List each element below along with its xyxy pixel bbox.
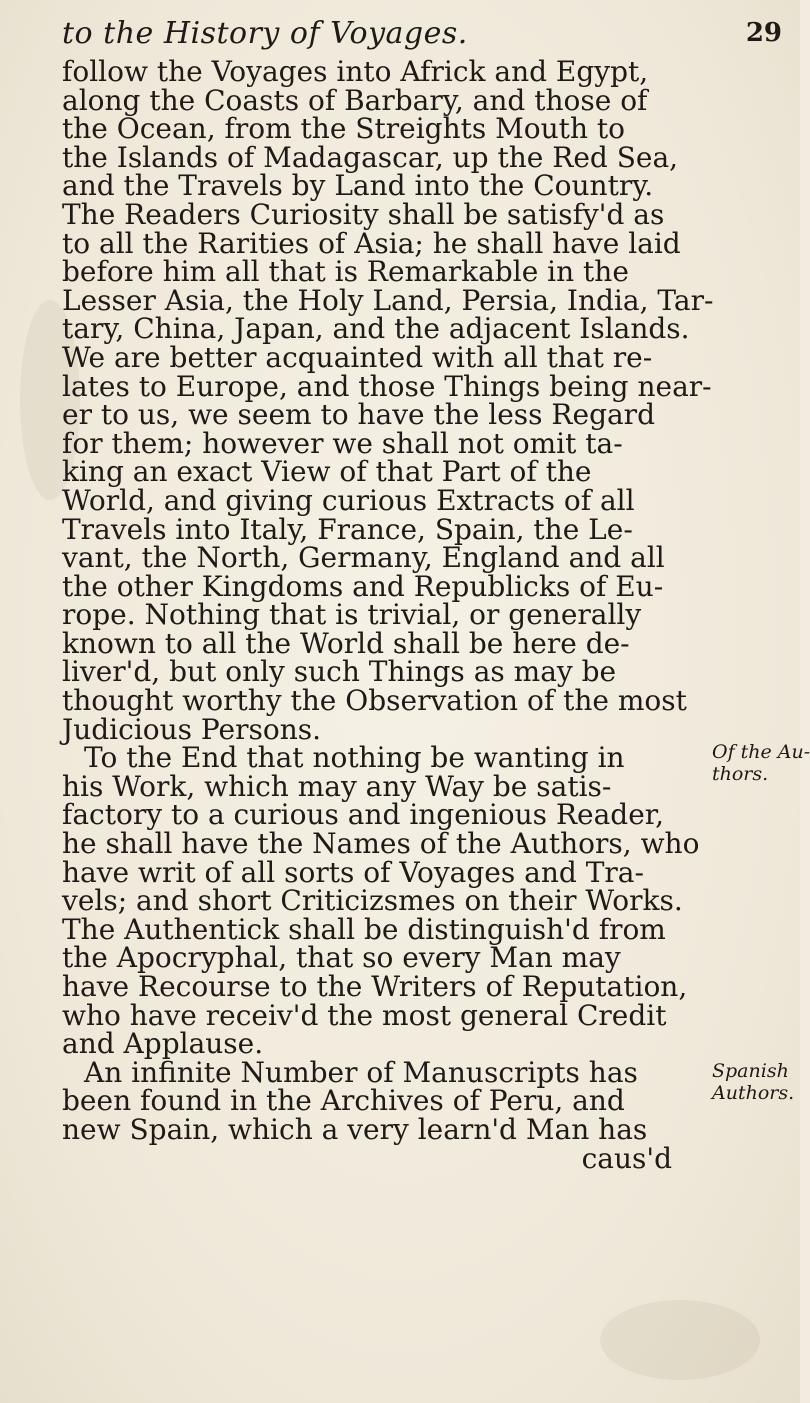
text-line: the other Kingdoms and Republicks of Eu- — [62, 569, 664, 603]
text-line: rope. Nothing that is trivial, or generally — [62, 598, 642, 632]
page-number: 29 — [745, 18, 782, 48]
body-text — [62, 55, 714, 1175]
text-line: have Recourse to the Writers of Reputation, — [62, 970, 688, 1003]
page-header — [62, 8, 782, 60]
text-line: been found in the Archives of Peru, and — [62, 1084, 625, 1118]
text-line: Judicious Persons. — [62, 712, 321, 746]
text-line: new Spain, which a very learn'd Man has — [62, 1112, 648, 1146]
text-line: factory to a curious and ingenious Reader, — [62, 798, 664, 832]
text-line: An infinite Number of Manuscripts has — [84, 1055, 638, 1089]
text-line: before him all that is Remarkable in the — [62, 255, 629, 289]
text-line: World, and giving curious Extracts of all — [62, 483, 635, 517]
text-line: To the End that nothing be wanting in — [84, 741, 625, 775]
catchword: caus'd — [581, 1141, 672, 1175]
text-line: known to all the World shall be here de- — [62, 626, 630, 660]
text-line: tary, China, Japan, and the adjacent Islands. — [62, 312, 690, 346]
paper-stain — [600, 1300, 760, 1380]
text-line: his Work, which may any Way be satis- — [62, 769, 612, 803]
text-line: vant, the North, Germany, England and all — [62, 541, 665, 575]
text-line: king an exact View of that Part of the — [62, 455, 592, 489]
text-line: vels; and short Criticizsmes on their Works. — [62, 884, 683, 918]
text-line: er to us, we seem to have the less Regard — [62, 398, 655, 432]
text-line: for them; however we shall not omit ta- — [62, 426, 623, 460]
text-line: The Authentick shall be distinguish'd from — [62, 912, 666, 946]
text-line: We are better acquainted with all that re- — [62, 340, 653, 374]
text-line: to all the Rarities of Asia; he shall have laid — [62, 226, 681, 260]
text-line: Travels into Italy, France, Spain, the Le- — [62, 512, 633, 546]
margin-note: thors. — [712, 763, 769, 785]
text-line: he shall have the Names of the Authors, who — [62, 827, 700, 861]
text-line: Lesser Asia, the Holy Land, Persia, India, Tar- — [62, 283, 714, 317]
text-line: and Applause. — [62, 1027, 264, 1061]
text-line: liver'd, but only such Things as may be — [62, 655, 617, 689]
text-line: lates to Europe, and those Things being near- — [62, 369, 712, 403]
text-line: the Islands of Madagascar, up the Red Sea, — [62, 140, 679, 174]
margin-note: Of the Au- — [712, 741, 810, 763]
text-line: and the Travels by Land into the Country. — [62, 169, 654, 203]
running-head: to the History of Voyages. — [62, 16, 468, 51]
text-line: the Ocean, from the Streights Mouth to — [62, 112, 625, 146]
margin-note: Spanish — [712, 1060, 789, 1082]
margin-note: Authors. — [712, 1082, 795, 1104]
text-line: along the Coasts of Barbary, and those of — [62, 83, 648, 117]
text-line: The Readers Curiosity shall be satisfy'd as — [62, 197, 665, 231]
text-line: who have receiv'd the most general Credit — [62, 998, 667, 1032]
text-line: have writ of all sorts of Voyages and Tra- — [62, 855, 644, 889]
text-line: the Apocryphal, that so every Man may — [62, 941, 621, 975]
text-line: follow the Voyages into Africk and Egypt, — [62, 55, 649, 88]
text-line: thought worthy the Observation of the most — [62, 684, 687, 718]
